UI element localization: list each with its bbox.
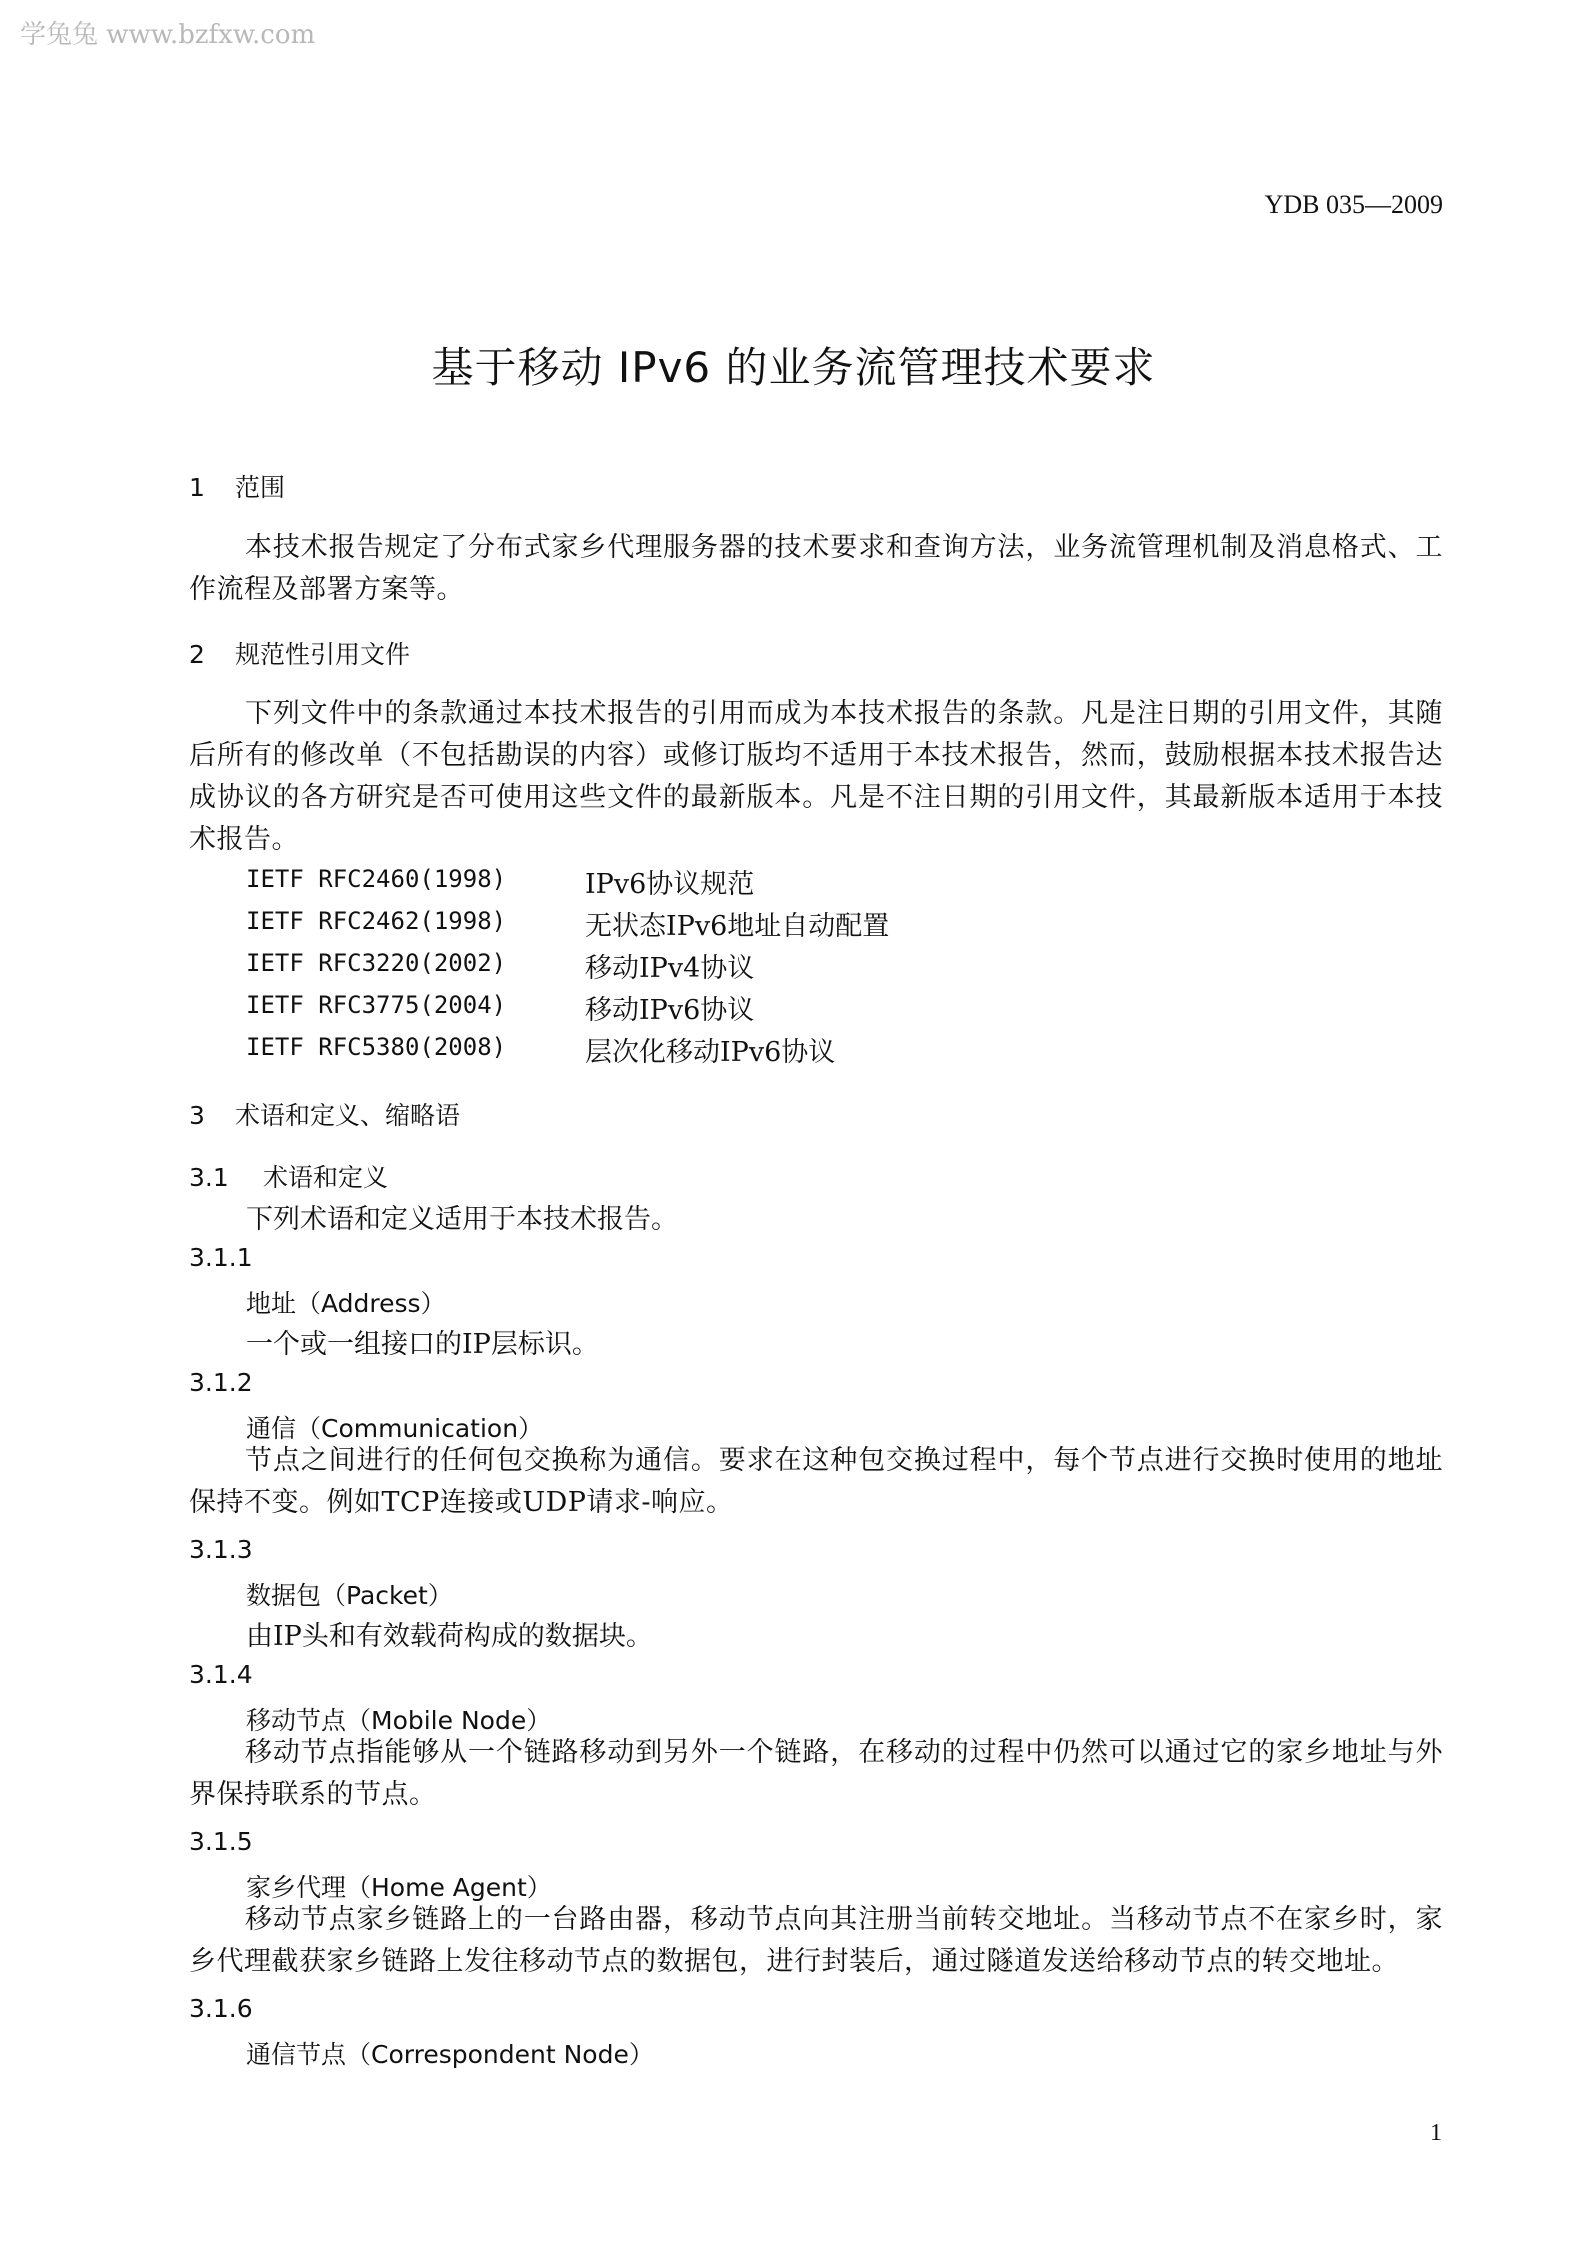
section-2-paragraph: 下列文件中的条款通过本技术报告的引用而成为本技术报告的条款。凡是注日期的引用文件，其随后所有的修改单（不包括勘误的内容）或修订版均不适用于本技术报告，然而，鼓励根据本技术报告达成协议的各方研究是否可使用这些文件的最新版本。凡是不注日期的引用文件，其最新版本适用于本技术报告。 (189, 698, 1443, 855)
page-title: 基于移动 IPv6 的业务流管理技术要求 (431, 343, 1156, 392)
section-3-heading (189, 1096, 460, 1132)
term-number: 3.1.5 (189, 1827, 253, 1856)
section-title: 术语和定义、缩略语 (235, 1101, 461, 1130)
reference-title: 移动IPv4协议 (585, 953, 755, 984)
reference-title: 无状态IPv6地址自动配置 (585, 911, 890, 942)
reference-code: IETF RFC2462(1998) (246, 907, 507, 935)
reference-code: IETF RFC3775(2004) (246, 991, 507, 1019)
reference-code: IETF RFC5380(2008) (246, 1033, 507, 1061)
section-title: 规范性引用文件 (235, 640, 411, 669)
term-title: 数据包（Packet） (246, 1581, 453, 1610)
page-number: 1 (1430, 2120, 1442, 2146)
section-1-heading (189, 468, 285, 504)
term-definition: 移动节点指能够从一个链路移动到另外一个链路，在移动的过程中仍然可以通过它的家乡地址与外界保持联系的节点。 (189, 1737, 1443, 1810)
term-title: 地址（Address） (246, 1289, 446, 1318)
section-1-paragraph: 本技术报告规定了分布式家乡代理服务器的技术要求和查询方法，业务流管理机制及消息格式、工作流程及部署方案等。 (189, 532, 1443, 605)
section-number: 3 (189, 1101, 205, 1130)
subsection-title: 术语和定义 (263, 1163, 389, 1192)
reference-title: 层次化移动IPv6协议 (585, 1037, 836, 1068)
reference-title: IPv6协议规范 (585, 869, 755, 900)
term-number: 3.1.4 (189, 1660, 253, 1689)
term-definition: 一个或一组接口的IP层标识。 (246, 1329, 599, 1360)
section-number: 2 (189, 640, 205, 669)
term-number: 3.1.1 (189, 1243, 253, 1272)
section-2-heading (189, 635, 410, 671)
term-definition: 移动节点家乡链路上的一台路由器，移动节点向其注册当前转交地址。当移动节点不在家乡时，家乡代理截获家乡链路上发往移动节点的数据包，进行封装后，通过隧道发送给移动节点的转交地址。 (189, 1904, 1443, 1977)
term-definition: 节点之间进行的任何包交换称为通信。要求在这种包交换过程中，每个节点进行交换时使用的地址保持不变。例如TCP连接或UDP请求-响应。 (189, 1445, 1443, 1518)
term-title: 通信节点（Correspondent Node） (246, 2040, 654, 2069)
document-id: YDB 035—2009 (1264, 190, 1443, 219)
subsection-3-1-heading (189, 1158, 388, 1194)
subsection-intro: 下列术语和定义适用于本技术报告。 (246, 1204, 678, 1235)
term-number: 3.1.2 (189, 1368, 253, 1397)
term-title: 通信（Communication） (246, 1414, 544, 1443)
reference-code: IETF RFC2460(1998) (246, 865, 507, 893)
term-title: 移动节点（Mobile Node） (246, 1706, 552, 1735)
term-number: 3.1.3 (189, 1535, 253, 1564)
term-title: 家乡代理（Home Agent） (246, 1873, 552, 1902)
section-number: 1 (189, 473, 205, 502)
watermark: 学兔兔 www.bzfxw.com (20, 20, 316, 50)
section-title: 范围 (235, 473, 286, 502)
reference-code: IETF RFC3220(2002) (246, 949, 507, 977)
term-definition: 由IP头和有效载荷构成的数据块。 (246, 1621, 653, 1652)
term-number: 3.1.6 (189, 1994, 253, 2023)
subsection-number: 3.1 (189, 1163, 229, 1192)
reference-title: 移动IPv6协议 (585, 995, 755, 1026)
